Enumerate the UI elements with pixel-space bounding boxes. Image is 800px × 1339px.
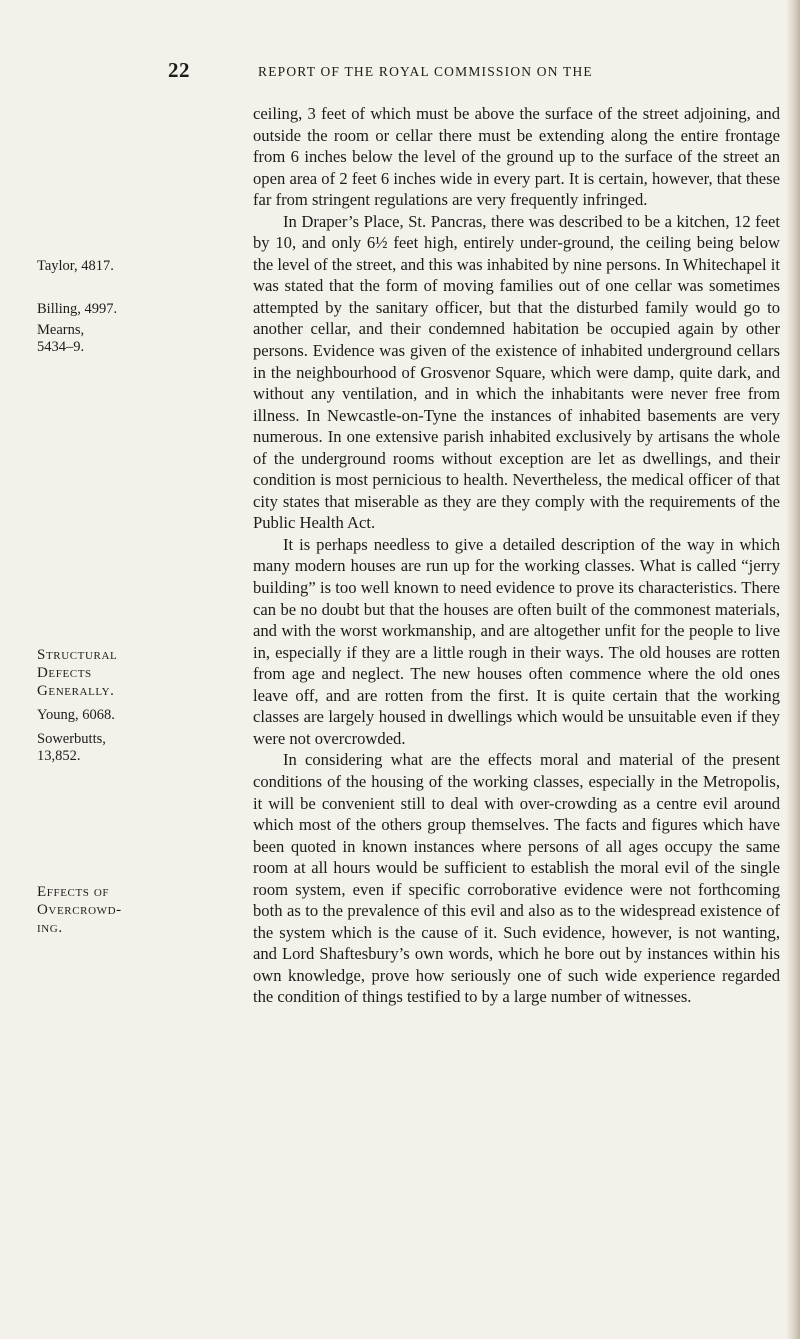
margin-note-billing: Billing, 4997. [37,301,118,317]
margin-note-taylor: Taylor, 4817. [37,258,114,274]
margin-note-structural-3: Generally. [37,683,115,699]
paragraph-effects-of-overcrowding: In considering what are the effects moral and material of the present conditions of the housing of the working classes, especially in the Metropolis, it will be convenient still to deal with over-crowding as a centre evil around which most of the others group themselves. The facts and figures which have been quoted in known instances where persons of all ages occupy the same room at all hours would be sufficient to establish the moral evil of the single room system, even if specific corroborative evidence were not forthcoming both as to the prevalence of this evil and also as to the widespread existence of the system which is the cause of it. Such evidence, however, is not wanting, and Lord Shaftesbury’s own words, which he bore out by instances within his own knowledge, prove how seriously one of such wide experience regarded the condition of things testified to by a large number of witnesses. [253,750,780,1007]
margin-note-effects-2: Overcrowd- [37,902,122,918]
main-text-column [253,103,780,1008]
paragraph-inhabited-cellars: In Draper’s Place, St. Pancras, there was described to be a kitchen, 12 feet by 10, and only 6½ feet high, entirely under-ground, the ceiling being below the level of the street, and this was inhabited by nine persons. In Whitechapel it was stated that the form of moving families out of one cellar was sometimes attempted by the sanitary officer, but that the disturbed family would go to another cellar, and their condemned habitation be occupied again by other persons. Evidence was given of the existence of inhabited underground cellars in the neighbourhood of Grosvenor Square, which were damp, quite dark, and without any ventilation, and in which the inhabitants were never free from illness. In Newcastle-on-Tyne the instances of inhabited basements are very numerous. In one extensive parish inhabited exclusively by artisans the whole of the underground rooms without exception are let as dwellings, and their condition is most pernicious to health. Nevertheless, the medical officer of that city states that miserable as they are they comply with the requirements of the Public Health Act. [253,211,780,533]
running-title: REPORT OF THE ROYAL COMMISSION ON THE [258,64,593,79]
margin-note-effects-3: ing. [37,920,63,936]
page-edge-shadow [786,0,800,1339]
margin-note-effects-1: Effects of [37,884,110,900]
margin-note-sowerbutts-ref: 13,852. [37,748,81,764]
margin-note-sowerbutts: Sowerbutts, [37,731,106,747]
paragraph-structural-defects: It is perhaps needless to give a detailed description of the way in which many modern houses are run up for the working classes. What is called “jerry building” is too well known to need evidence to prove its characteristics. There can be no doubt but that the houses are often built of the commonest materials, and with the worst workmanship, and are altogether unfit for the people to live in, especially if they are a little rough in their ways. The old houses are rotten from age and neglect. The new houses often commence where the old ones leave off, and are rotten from the first. It is quite certain that the working classes are largely housed in dwellings which would be unsuitable even if they were not overcrowded. [253,534,780,748]
margin-note-structural-2: Defects [37,665,92,681]
margin-note-young: Young, 6068. [37,707,115,723]
page-header [0,58,800,88]
paragraph-cellar-regulations: ceiling, 3 feet of which must be above the surface of the street adjoining, and outside the room or cellar there must be extending along the entire frontage from 6 inches below the level of the ground up to the surface of the street an open area of 2 feet 6 inches wide in every part. It is certain, however, that these far from stringent regulations are very frequently infringed. [253,104,780,210]
margin-note-structural-1: Structural [37,647,118,663]
margin-note-mearns-ref: 5434–9. [37,339,85,355]
page-number: 22 [168,58,190,82]
margin-note-mearns: Mearns, [37,322,85,338]
